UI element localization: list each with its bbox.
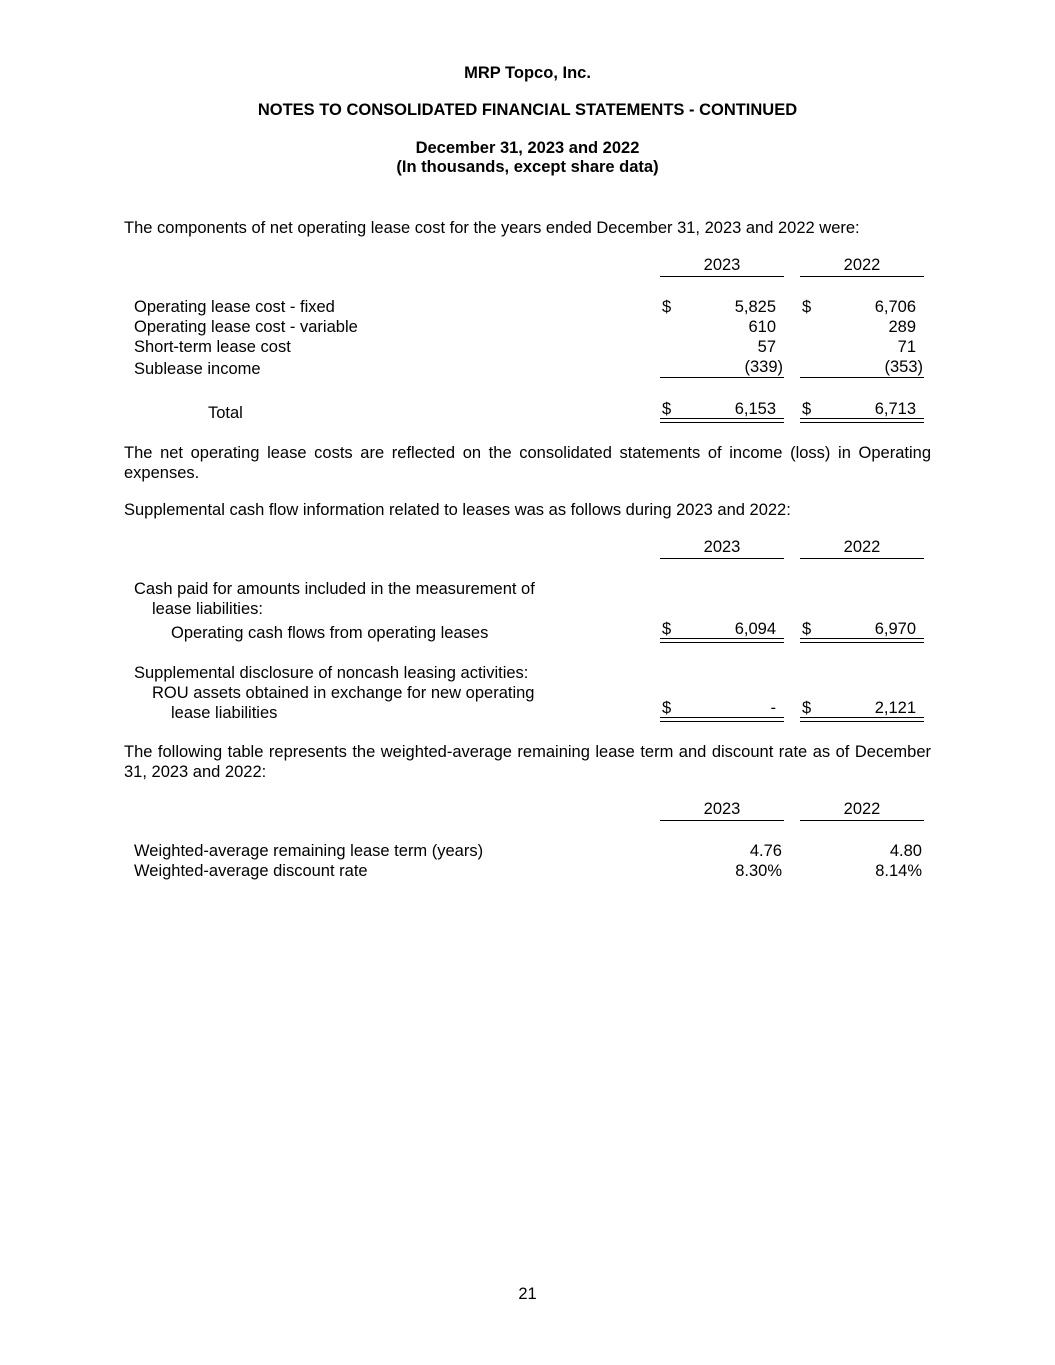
column-rule: [660, 276, 784, 277]
value-2023: 5,825: [734, 298, 776, 316]
lease-cost-year-2023: 2023: [703, 256, 741, 274]
currency-symbol: $: [802, 620, 812, 638]
column-rule: [800, 558, 924, 559]
value-2023: 57: [757, 338, 776, 356]
value-2023: (339): [744, 358, 783, 376]
currency-symbol: $: [662, 298, 672, 316]
cash-flow-year-2023: 2023: [703, 538, 741, 556]
total-2022: 6,713: [874, 400, 916, 418]
subtotal-rule: [800, 377, 924, 378]
column-rule: [800, 276, 924, 277]
value-2023: 4.76: [749, 842, 782, 860]
value-2022: 4.80: [889, 842, 922, 860]
weighted-year-2022: 2022: [843, 800, 881, 818]
row-label: Operating cash flows from operating leases: [171, 624, 489, 642]
total-double-rule: [800, 418, 924, 423]
cash-flow-year-2022: 2022: [843, 538, 881, 556]
lease-cost-intro: The components of net operating lease cost for the years ended December 31, 2023 and 2022 were:: [124, 219, 860, 237]
value-2022: (353): [884, 358, 923, 376]
currency-symbol: $: [802, 298, 812, 316]
cash-flow-intro: Supplemental cash flow information related to leases was as follows during 2023 and 2022:: [124, 501, 791, 519]
total-double-rule: [800, 638, 924, 643]
row-label: Operating lease cost - variable: [134, 318, 358, 336]
value-2023: 610: [748, 318, 776, 336]
value-2022: 71: [897, 338, 916, 356]
currency-symbol: $: [662, 620, 672, 638]
currency-symbol: $: [802, 699, 812, 717]
total-double-rule: [660, 418, 784, 423]
total-2023: 6,153: [734, 400, 776, 418]
column-rule: [660, 558, 784, 559]
value-2022: 6,970: [874, 620, 916, 638]
value-2023: 6,094: [734, 620, 776, 638]
value-2022: 6,706: [874, 298, 916, 316]
group-heading-cont: lease liabilities:: [152, 600, 263, 618]
currency-symbol: $: [662, 400, 672, 418]
report-date: December 31, 2023 and 2022: [415, 139, 640, 157]
total-double-rule: [660, 638, 784, 643]
subtotal-rule: [660, 377, 784, 378]
column-rule: [800, 820, 924, 821]
weighted-year-2023: 2023: [703, 800, 741, 818]
currency-symbol: $: [802, 400, 812, 418]
page-number: 21: [518, 1285, 537, 1303]
total-double-rule: [660, 717, 784, 722]
page-title: NOTES TO CONSOLIDATED FINANCIAL STATEMENTS - CONTINUED: [257, 101, 798, 119]
total-label: Total: [208, 404, 243, 422]
row-label: Operating lease cost - fixed: [134, 298, 335, 316]
currency-symbol: $: [662, 699, 672, 717]
lease-cost-year-2022: 2022: [843, 256, 881, 274]
row-label-cont: lease liabilities: [171, 704, 278, 722]
group-heading: Cash paid for amounts included in the measurement of: [134, 580, 535, 598]
value-2023: -: [770, 699, 776, 717]
value-2022: 289: [888, 318, 916, 336]
row-label: ROU assets obtained in exchange for new operating: [152, 684, 535, 702]
row-label: Weighted-average discount rate: [134, 862, 368, 880]
row-label: Sublease income: [134, 360, 261, 378]
column-rule: [660, 820, 784, 821]
value-2022: 8.14%: [875, 862, 922, 880]
total-double-rule: [800, 717, 924, 722]
value-2022: 2,121: [874, 699, 916, 717]
lease-cost-note: The net operating lease costs are reflected on the consolidated statements of income (loss) in Operating expenses.: [124, 444, 931, 482]
row-label: Short-term lease cost: [134, 338, 291, 356]
weighted-intro: The following table represents the weighted-average remaining lease term and discount rate as of December 31, 2023 and 2022:: [124, 743, 931, 781]
row-label: Weighted-average remaining lease term (years): [134, 842, 484, 860]
report-units: (In thousands, except share data): [396, 158, 659, 176]
group-heading: Supplemental disclosure of noncash leasing activities:: [134, 664, 529, 682]
value-2023: 8.30%: [735, 862, 782, 880]
company-name: MRP Topco, Inc.: [464, 64, 591, 82]
